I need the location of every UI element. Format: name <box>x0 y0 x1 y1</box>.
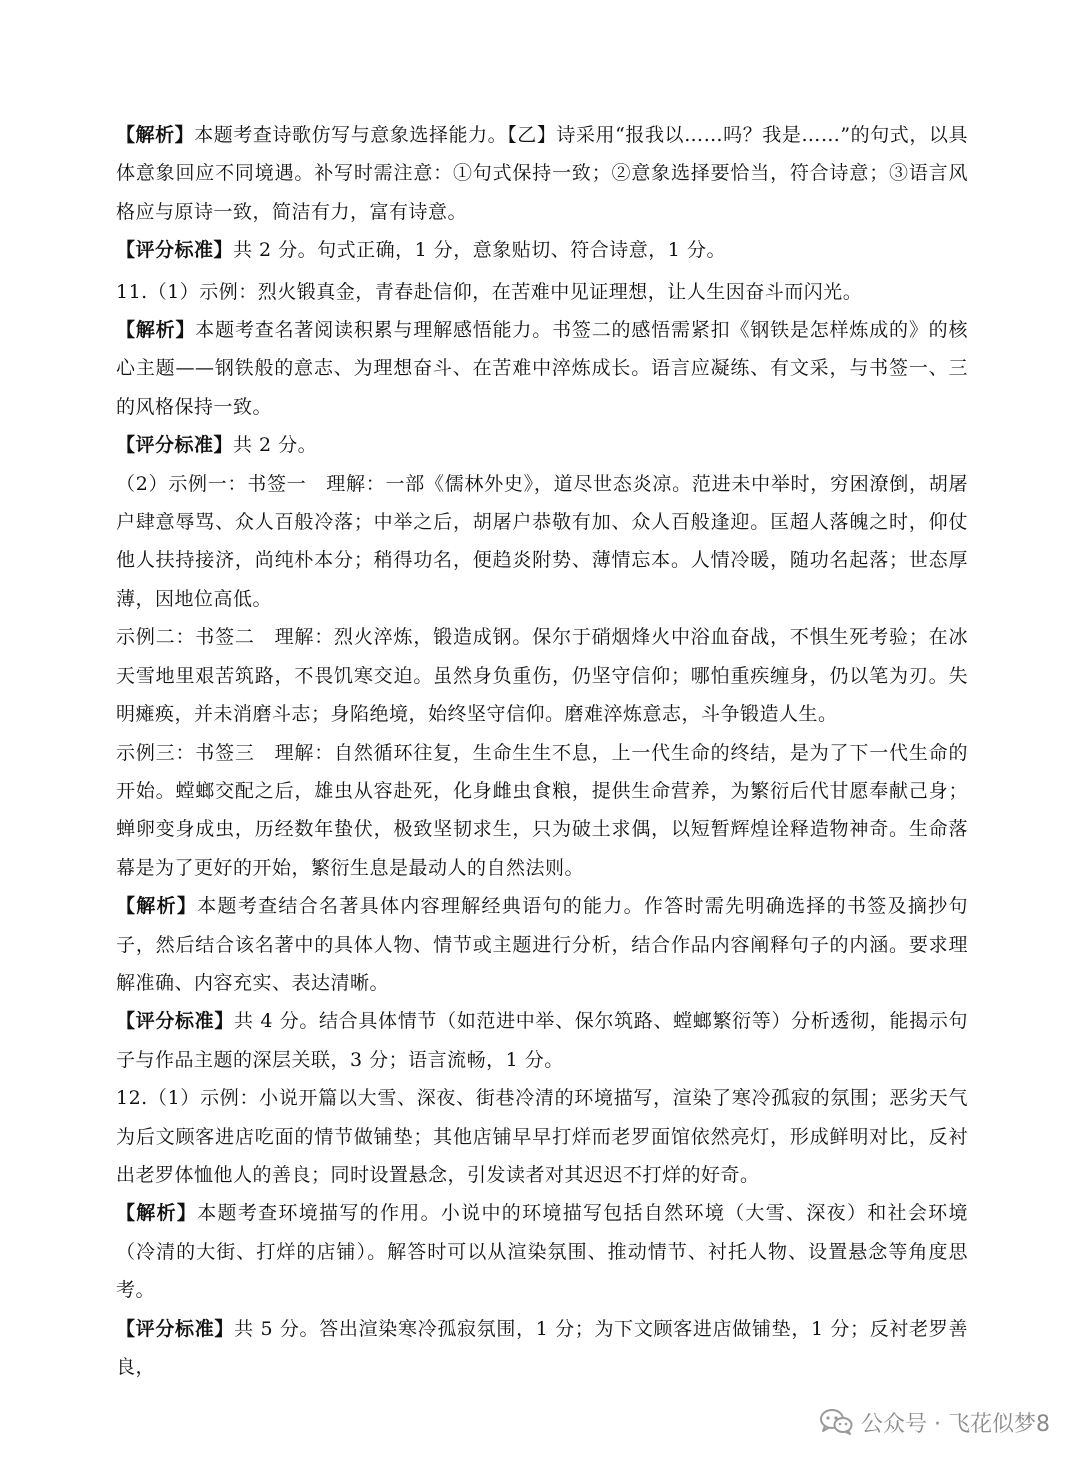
scoring-paragraph <box>116 426 968 464</box>
paragraph-text: 共 5 分。答出渲染寒冷孤寂氛围，1 分；为下文顾客进店做铺垫，1 分；反衬老罗善良， <box>116 1317 968 1378</box>
analysis-tag: 【解析】 <box>116 895 198 918</box>
watermark-text: 公众号 · 飞花似梦8 <box>861 1411 1050 1437</box>
paragraph-text: 共 2 分。 <box>233 434 318 457</box>
question-11-1-answer <box>116 273 968 311</box>
scoring-paragraph <box>116 1310 968 1387</box>
paragraph-text: 本题考查结合名著具体内容理解经典语句的能力。作答时需先明确选择的书签及摘抄句子，然后结合该名著中的具体人物、情节或主题进行分析，结合作品内容阐释句子的内涵。要求理解准确、内容充实、表达清晰。 <box>116 895 968 994</box>
paragraph-text: （2）示例一：书签一 理解：一部《儒林外史》，道尽世态炎凉。范进未中举时，穷困潦倒，胡屠户肆意辱骂、众人百般冷落；中举之后，胡屠户恭敬有加、众人百般逢迎。匡超人落魄之时，仰仗他人扶持接济，尚纯朴本分；稍得功名，便趋炎附势、薄情忘本。人情冷暖，随功名起落；世态厚薄，因地位高低。 <box>116 472 968 610</box>
analysis-paragraph <box>116 887 968 1002</box>
question-11-2-example-2 <box>116 618 968 733</box>
question-12-1-answer <box>116 1079 968 1194</box>
analysis-tag: 【解析】 <box>116 124 195 146</box>
scoring-tag: 【评分标准】 <box>116 1010 235 1033</box>
paragraph-text: 11.（1）示例：烈火锻真金，青春赴信仰，在苦难中见证理想，让人生因奋斗而闪光。 <box>116 280 863 303</box>
analysis-paragraph <box>116 1194 968 1309</box>
question-11-2-example-3 <box>116 734 968 888</box>
scoring-paragraph <box>116 231 968 269</box>
wechat-icon <box>819 1408 853 1436</box>
scoring-tag: 【评分标准】 <box>116 239 234 262</box>
question-11-2-example-1 <box>116 465 968 619</box>
scoring-tag: 【评分标准】 <box>116 1317 235 1340</box>
analysis-tag: 【解析】 <box>116 319 196 342</box>
analysis-paragraph <box>116 311 968 426</box>
scoring-tag: 【评分标准】 <box>116 434 234 457</box>
analysis-paragraph <box>116 116 968 231</box>
paragraph-text: 12.（1）示例：小说开篇以大雪、深夜、街巷冷清的环境描写，渲染了寒冷孤寂的氛围；恶劣天气为后文顾客进店吃面的情节做铺垫；其他店铺早早打烊而老罗面馆依然亮灯，形成鲜明对比，反衬出老罗体恤他人的善良；同时设置悬念，引发读者对其迟迟不打烊的好奇。 <box>116 1087 968 1186</box>
paragraph-text: 示例三：书签三 理解：自然循环往复，生命生生不息，上一代生命的终结，是为了下一代生命的开始。螳螂交配之后，雄虫从容赴死，化身雌虫食粮，提供生命营养，为繁衍后代甘愿奉献己身；蝉卵变身成虫，历经数年蛰伏，极致坚韧求生，只为破土求偶，以短暂辉煌诠释造物神奇。生命落幕是为了更好的开始，繁衍生息是最动人的自然法则。 <box>116 741 968 879</box>
paragraph-text: 本题考查环境描写的作用。小说中的环境描写包括自然环境（大雪、深夜）和社会环境（冷清的大街、打烊的店铺）。解答时可以从渲染氛围、推动情节、衬托人物、设置悬念等角度思考。 <box>116 1202 968 1302</box>
paragraph-text: 共 4 分。结合具体情节（如范进中举、保尔筑路、螳螂繁衍等）分析透彻，能揭示句子与作品主题的深层关联，3 分；语言流畅，1 分。 <box>116 1010 968 1071</box>
answer-content <box>116 116 968 1386</box>
paragraph-text: 本题考查名著阅读积累与理解感悟能力。书签二的感悟需紧扣《钢铁是怎样炼成的》的核心主题——钢铁般的意志、为理想奋斗、在苦难中淬炼成长。语言应凝练、有文采，与书签一、三的风格保持一致。 <box>116 319 968 418</box>
paragraph-text: 本题考查诗歌仿写与意象选择能力。【乙】诗采用“报我以……吗？我是……”的句式，以具体意象回应不同境遇。补写时需注意：①句式保持一致；②意象选择要恰当，符合诗意；③语言风格应与原诗一致，简洁有力，富有诗意。 <box>116 124 968 223</box>
scoring-paragraph <box>116 1002 968 1079</box>
paragraph-text: 示例二：书签二 理解：烈火淬炼，锻造成钢。保尔于硝烟烽火中浴血奋战，不惧生死考验；在冰天雪地里艰苦筑路，不畏饥寒交迫。虽然身负重伤，仍坚守信仰；哪怕重疾缠身，仍以笔为刃。失明瘫痪，并未消磨斗志；身陷绝境，始终坚守信仰。磨难淬炼意志，斗争锻造人生。 <box>116 626 968 726</box>
analysis-tag: 【解析】 <box>116 1202 198 1225</box>
paragraph-text: 共 2 分。句式正确，1 分，意象贴切、符合诗意，1 分。 <box>233 239 726 262</box>
wechat-watermark <box>819 1402 1050 1442</box>
